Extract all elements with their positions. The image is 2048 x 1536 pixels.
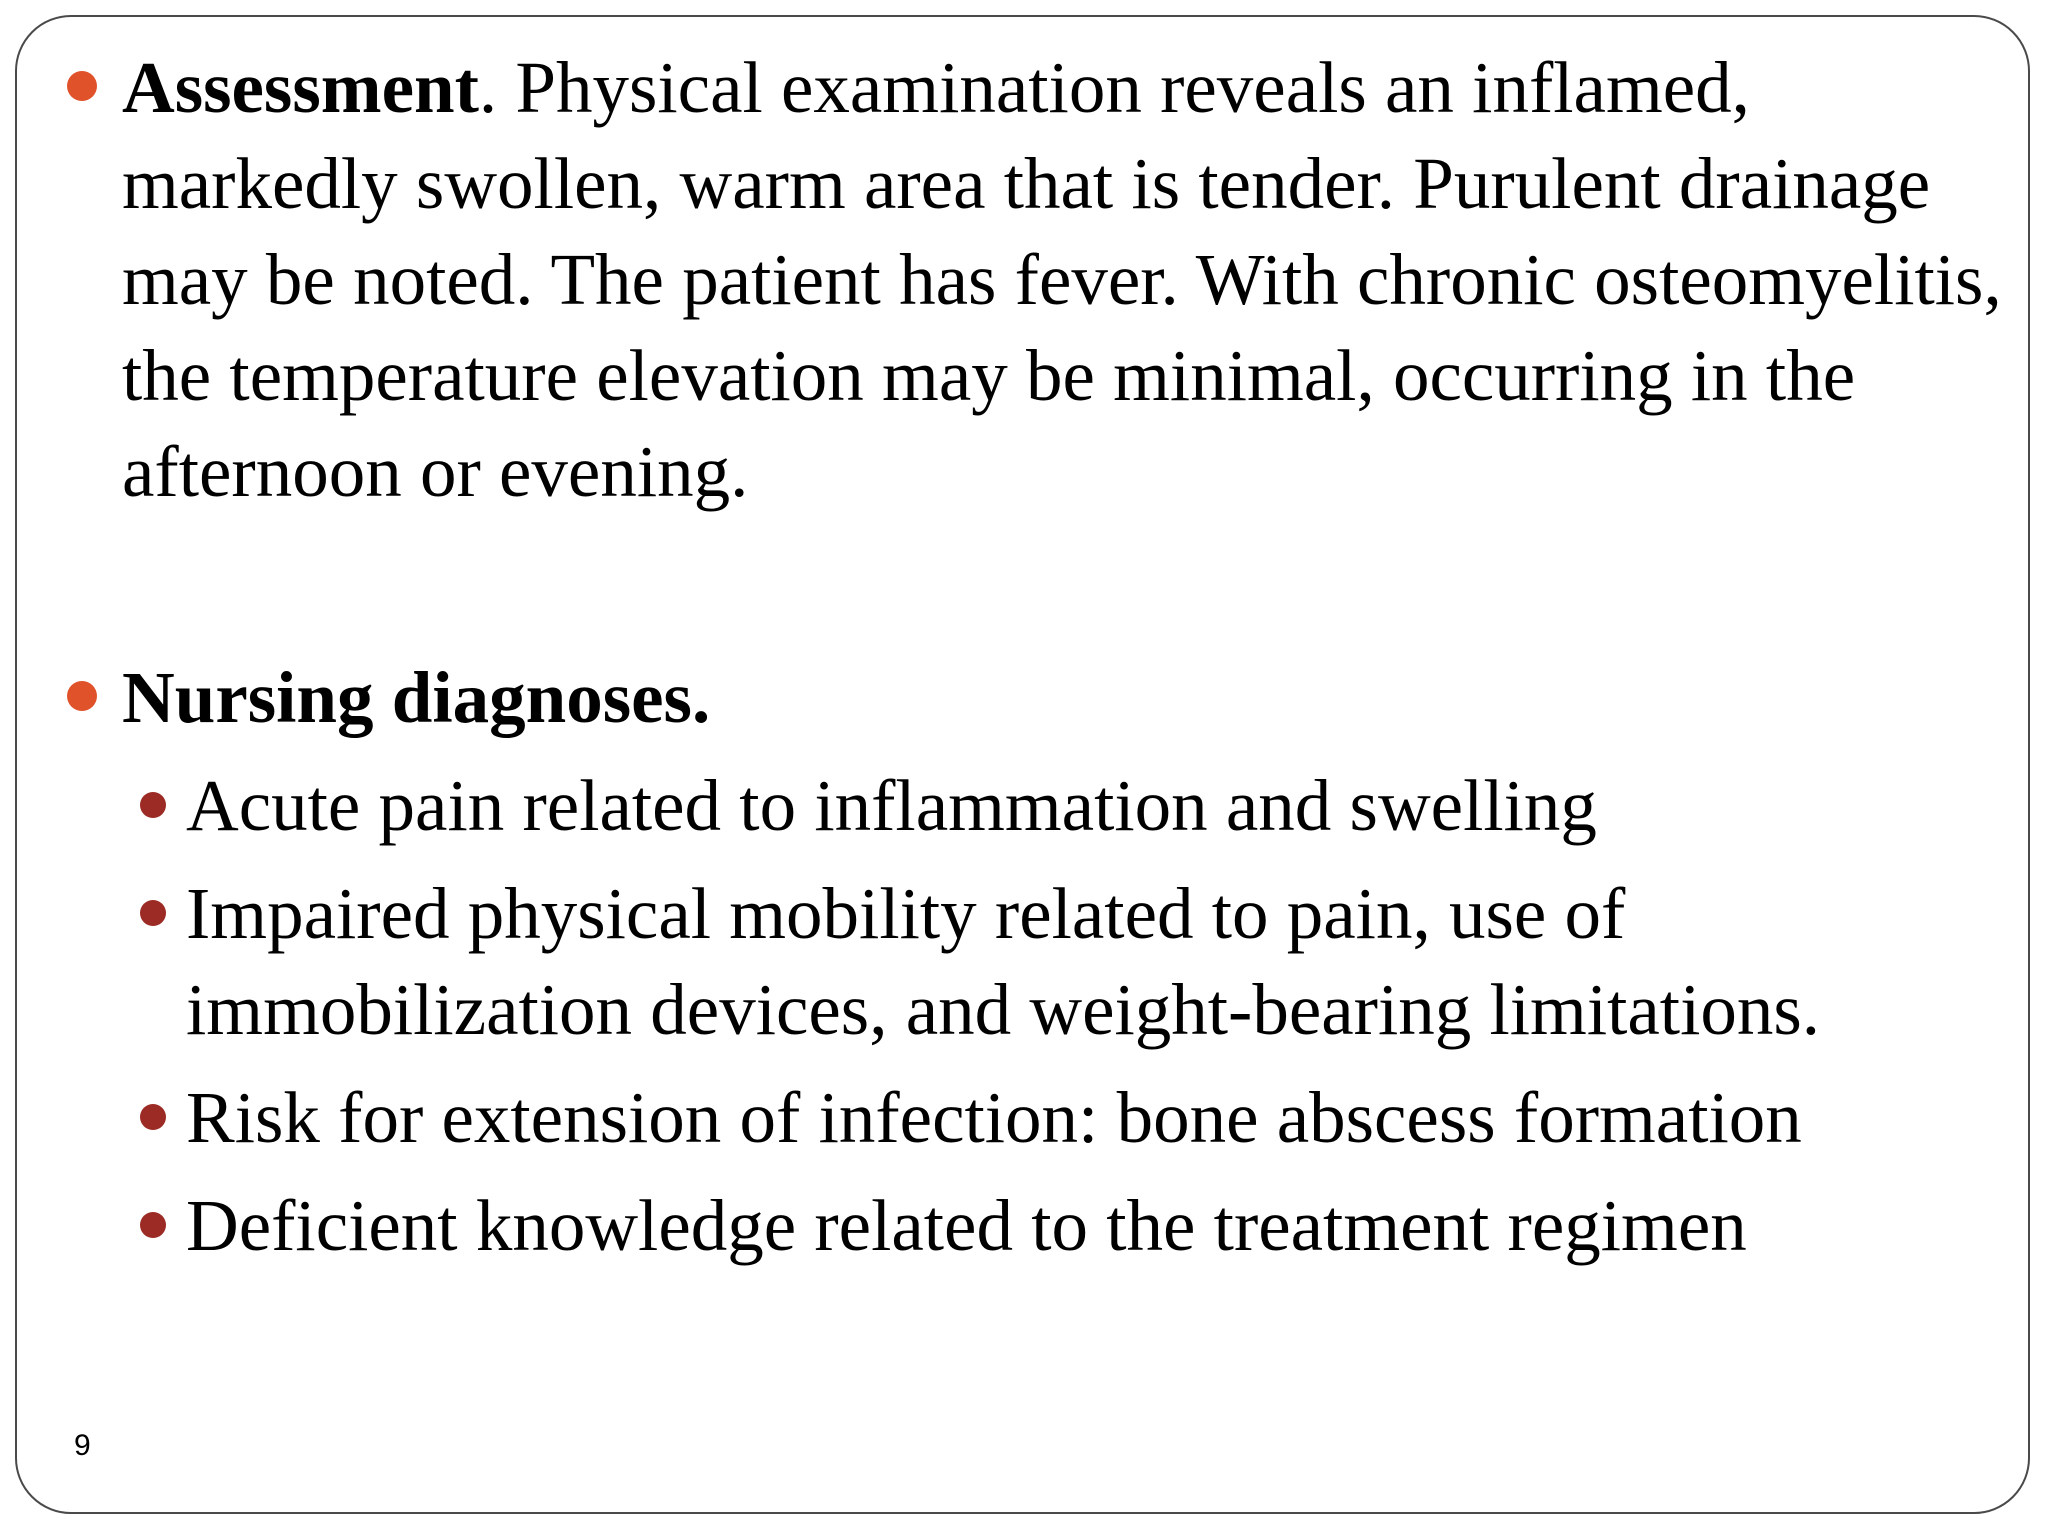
list-item-text: Deficient knowledge related to the treatment regimen xyxy=(186,1185,1747,1266)
bullet-dot-icon xyxy=(67,71,97,101)
list-item xyxy=(186,866,2006,1058)
assessment-text: . Physical examination reveals an inflamed, markedly swollen, warm area that is tender. Purulent drainage may be noted. The patient has fever. With chronic osteomyelitis, the temperature elevation may be minimal, occurring in the afternoon or evening. xyxy=(122,47,2002,512)
nursing-diagnoses-list xyxy=(186,758,2006,1286)
bullet-dot-icon xyxy=(67,681,97,711)
nursing-diagnoses-heading: Nursing diagnoses. xyxy=(122,657,711,738)
nursing-diagnoses-bullet xyxy=(122,650,2002,746)
list-item xyxy=(186,1070,2006,1166)
sub-bullet-dot-icon xyxy=(140,1104,166,1130)
list-item-text: Impaired physical mobility related to pain, use of immobilization devices, and weight-bearing limitations. xyxy=(186,873,1821,1050)
list-item-text: Risk for extension of infection: bone abscess formation xyxy=(186,1077,1802,1158)
assessment-bullet xyxy=(122,40,2002,520)
sub-bullet-dot-icon xyxy=(140,792,166,818)
slide-number: 9 xyxy=(74,1429,91,1462)
assessment-heading: Assessment xyxy=(122,47,479,128)
sub-bullet-dot-icon xyxy=(140,1212,166,1238)
list-item xyxy=(186,1178,2006,1274)
list-item-text: Acute pain related to inflammation and swelling xyxy=(186,765,1597,846)
sub-bullet-dot-icon xyxy=(140,900,166,926)
list-item xyxy=(186,758,2006,854)
